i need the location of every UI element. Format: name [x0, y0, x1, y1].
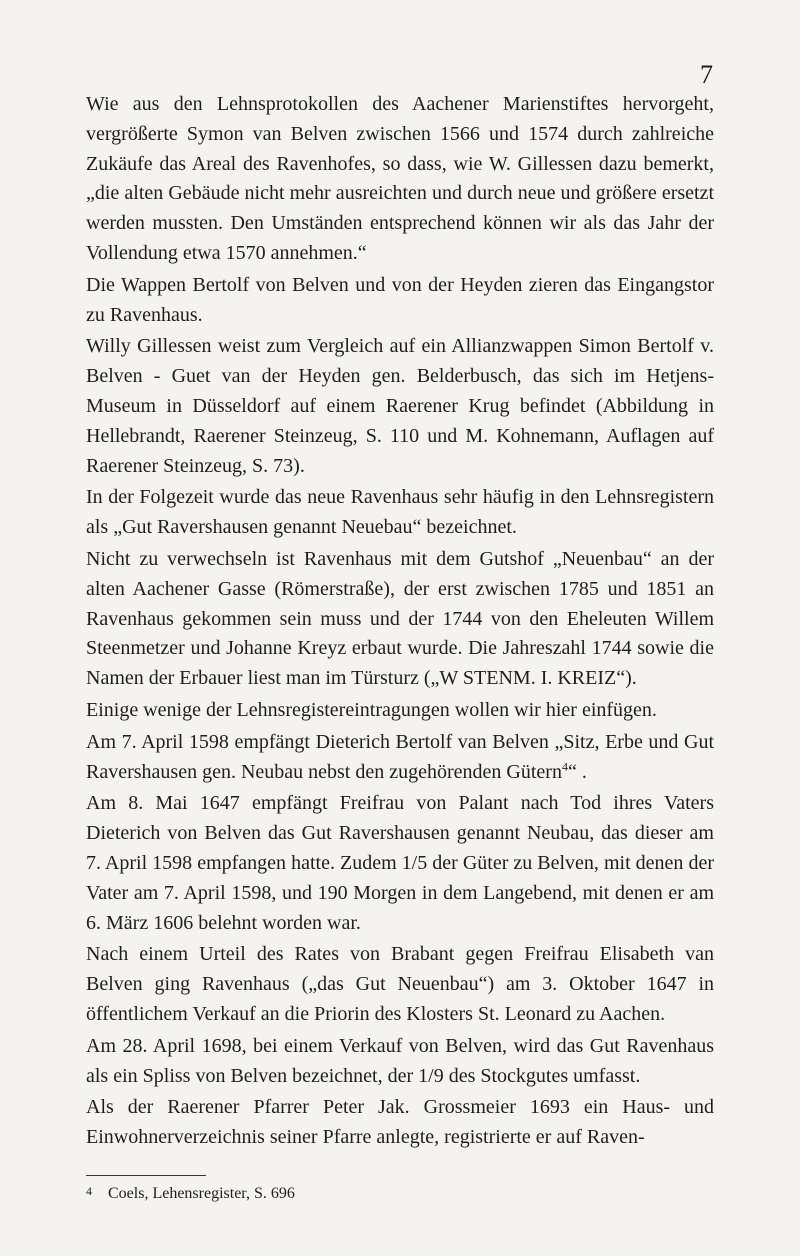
- paragraph: Nach einem Urteil des Rates von Brabant gegen Freifrau Elisabeth van Belven ging Ravenhaus („das Gut Neuenbau“) am 3. Oktober 1647 in öffentlichem Verkauf an die Priorin des Klosters St. Leonard zu Aachen.: [86, 943, 714, 1025]
- paragraph-text: Am 7. April 1598 empfängt Dieterich Bertolf van Belven „Sitz, Erbe und Gut Ravershausen gen. Neubau nebst den zugehörenden Gütern: [86, 730, 714, 783]
- page-number: 7: [700, 60, 713, 89]
- footnote-reference[interactable]: 4: [561, 758, 568, 773]
- paragraph: Einige wenige der Lehnsregistereintragungen wollen wir hier einfügen.: [86, 698, 657, 721]
- body-text: [86, 90, 714, 1153]
- footnote-divider: [86, 1175, 206, 1176]
- footnote-marker: 4: [86, 1184, 92, 1198]
- footnote-text: Coels, Lehensregister, S. 696: [108, 1185, 295, 1202]
- paragraph: Nicht zu verwechseln ist Ravenhaus mit dem Gutshof „Neuenbau“ an der alten Aachener Gasse (Römerstraße), der erst zwischen 1785 und 1851 an Ravenhaus gekommen sein muss und der 1744 von den Eheleuten Willem Steenmetzer und Johanne Kreyz erbaut wurde. Die Jahreszahl 1744 sowie die Namen der Erbauer liest man im Türsturz („W STENM. I. KREIZ“).: [86, 547, 714, 690]
- paragraph: Willy Gillessen weist zum Vergleich auf ein Allianzwappen Simon Bertolf v. Belven - Guet van der Heyden gen. Belderbusch, das sich im Hetjens-Museum in Düsseldorf auf einem Raerener Krug befindet (Abbildung in Hellebrandt, Raerener Steinzeug, S. 110 und M. Kohnemann, Auflagen auf Raerener Steinzeug, S. 73).: [86, 335, 714, 477]
- paragraph: Am 28. April 1698, bei einem Verkauf von Belven, wird das Gut Ravenhaus als ein Spliss von Belven bezeichnet, der 1/9 des Stockgutes umfasst.: [86, 1034, 714, 1087]
- paragraph: In der Folgezeit wurde das neue Ravenhaus sehr häufig in den Lehnsregistern als „Gut Ravershausen genannt Neuebau“ bezeichnet.: [86, 486, 714, 539]
- paragraph: Die Wappen Bertolf von Belven und von der Heyden zieren das Eingangstor zu Ravenhaus.: [86, 273, 714, 326]
- paragraph: Am 8. Mai 1647 empfängt Freifrau von Palant nach Tod ihres Vaters Dieterich von Belven das Gut Ravershausen genannt Neubau, das dieser am 7. April 1598 empfangen hatte. Zudem 1/5 der Güter zu Belven, mit denen der Vater am 7. April 1598, und 190 Morgen in dem Langebend, mit denen er am 6. März 1606 belehnt worden war.: [86, 792, 714, 934]
- footnote: [86, 1183, 714, 1205]
- paragraph-tail: “ .: [567, 760, 587, 783]
- paragraph: Als der Raerener Pfarrer Peter Jak. Grossmeier 1693 ein Haus- und Einwohnerverzeichnis seiner Pfarre anlegte, registrierte er auf Raven-: [86, 1096, 714, 1149]
- paragraph: Wie aus den Lehnsprotokollen des Aachener Marienstiftes hervorgeht, vergrößerte Symon van Belven zwischen 1566 und 1574 durch zahlreiche Zukäufe das Areal des Ravenhofes, so dass, wie W. Gillessen dazu bemerkt, „die alten Gebäude nicht mehr ausreichten und durch neue und größere ersetzt werden mussten. Den Umständen entsprechend können wir als das Jahr der Vollendung etwa 1570 annehmen.“: [86, 93, 714, 264]
- paragraph-with-footnote: [86, 728, 714, 788]
